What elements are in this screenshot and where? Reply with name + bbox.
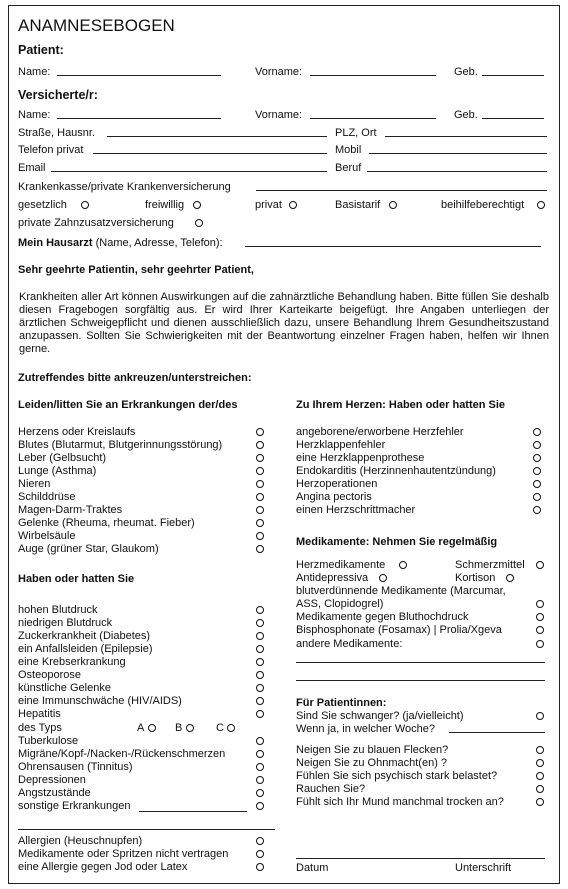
- patient-geb-label: Geb.: [454, 66, 478, 78]
- herz-item-radio[interactable]: [533, 506, 541, 514]
- haben2-item-radio[interactable]: [256, 789, 264, 797]
- kasse-label: Krankenkasse/private Krankenversicherung: [18, 181, 231, 193]
- kasse-field[interactable]: [256, 190, 547, 191]
- herz-item-radio[interactable]: [533, 428, 541, 436]
- allergie-item-label: Medikamente oder Spritzen nicht vertragen: [18, 848, 229, 860]
- leiden-item-radio[interactable]: [256, 428, 264, 436]
- haben2-item-label: sonstige Erkrankungen: [18, 800, 131, 812]
- leiden-item-label: Auge (grüner Star, Glaukom): [18, 543, 159, 555]
- opt-basistarif-label: Basistarif: [335, 199, 381, 211]
- leiden-item-label: Leber (Gelbsucht): [18, 452, 107, 464]
- beruf-field[interactable]: [367, 171, 547, 172]
- strasse-field[interactable]: [107, 136, 327, 137]
- anamnese-form: [8, 5, 560, 884]
- leiden-item-label: Nieren: [18, 478, 51, 490]
- leiden-item-label: Wirbelsäule: [18, 530, 76, 542]
- haben-item-radio[interactable]: [256, 645, 264, 653]
- opt-freiwillig-radio[interactable]: [193, 201, 201, 209]
- schmerz-radio[interactable]: [536, 561, 544, 569]
- patient-name-field[interactable]: [57, 75, 221, 76]
- haben2-item-radio[interactable]: [256, 802, 264, 810]
- plz-label: PLZ, Ort: [335, 127, 377, 139]
- herz-item-label: angeborene/erworbene Herzfehler: [296, 426, 464, 438]
- opt-gesetzlich-radio[interactable]: [81, 201, 89, 209]
- herz-item-radio[interactable]: [533, 493, 541, 501]
- strasse-label: Straße, Hausnr.: [18, 127, 96, 139]
- hausarzt-field[interactable]: [245, 246, 541, 247]
- haben2-item-label: Tuberkulose: [18, 735, 79, 747]
- fragen-item-radio[interactable]: [536, 798, 544, 806]
- bluthoch-label: Medikamente gegen Bluthochdruck: [296, 611, 469, 623]
- typ-b-radio[interactable]: [186, 724, 194, 732]
- vers-name-label: Name:: [18, 109, 51, 121]
- form-title: ANAMNESEBOGEN: [18, 16, 175, 35]
- herz-item-label: eine Herzklappenprothese: [296, 452, 425, 464]
- allergie-item-label: Allergien (Heuschnupfen): [18, 835, 143, 847]
- patient-name-label: Name:: [18, 66, 51, 78]
- herz-item-label: Endokarditis (Herzinnenhautentzündung): [296, 465, 496, 477]
- beruf-label: Beruf: [335, 162, 362, 174]
- herz-item-radio[interactable]: [533, 441, 541, 449]
- antidep-radio[interactable]: [379, 574, 387, 582]
- andere-radio[interactable]: [536, 640, 544, 648]
- haben2-item-radio[interactable]: [256, 763, 264, 771]
- q2-field[interactable]: [449, 732, 545, 733]
- bisphos-label: Bisphosphonate (Fosamax) | Prolia/Xgeva: [296, 624, 502, 636]
- fragen-item-label: Neigen Sie zu blauen Flecken?: [296, 744, 449, 756]
- hausarzt-label: Mein Hausarzt (Name, Adresse, Telefon):: [18, 237, 223, 249]
- zusatz-label: private Zahnzusatzversicherung: [18, 217, 174, 229]
- opt-freiwillig-label: freiwillig: [145, 199, 185, 211]
- herz-item-label: Herzoperationen: [296, 478, 378, 490]
- herz-heading: Zu Ihrem Herzen: Haben oder hatten Sie: [296, 399, 506, 411]
- vers-geb-field[interactable]: [482, 118, 544, 119]
- haben2-item-radio[interactable]: [256, 737, 264, 745]
- haben-item-radio[interactable]: [256, 606, 264, 614]
- haben-item-label: niedrigen Blutdruck: [18, 617, 113, 629]
- allergie-item-label: eine Allergie gegen Jod oder Latex: [18, 861, 188, 873]
- haben-item-label: hohen Blutdruck: [18, 604, 98, 616]
- haben-item-radio[interactable]: [256, 684, 264, 692]
- allergie-item-radio[interactable]: [256, 837, 264, 845]
- haben-item-radio[interactable]: [256, 671, 264, 679]
- telefon-label: Telefon privat: [18, 144, 84, 156]
- sonstige-extra-line[interactable]: [18, 829, 275, 830]
- leiden-item-label: Gelenke (Rheuma, rheumat. Fieber): [18, 517, 195, 529]
- bisphos-radio[interactable]: [536, 626, 544, 634]
- fragen-item-label: Neigen Sie zu Ohnmacht(en) ?: [296, 757, 448, 769]
- herzmed-label: Herzmedikamente: [296, 559, 386, 571]
- patient-geb-field[interactable]: [482, 75, 544, 76]
- haben-item-radio[interactable]: [256, 632, 264, 640]
- haben-item-label: Hepatitis: [18, 708, 61, 720]
- vers-name-field[interactable]: [57, 118, 221, 119]
- opt-beihilfe-label: beihilfeberechtigt: [441, 199, 525, 211]
- plz-field[interactable]: [385, 136, 547, 137]
- fragen-item-radio[interactable]: [536, 759, 544, 767]
- fragen-item-radio[interactable]: [536, 746, 544, 754]
- typ-c-radio[interactable]: [227, 724, 235, 732]
- vers-vorname-field[interactable]: [310, 118, 436, 119]
- typ-c-label: C: [216, 722, 224, 734]
- intro-text: Krankheiten aller Art können Auswirkungen auf die zahnärztliche Behandlung haben. Bitte füllen Sie deshalb diesen Fragebogen sorgfältig aus. Er wird Ihrer Karteikarte beigefügt. Ihre Angaben unterliegen der ärztlichen Schweigepflicht und dienen ausschließlich dazu, unsere Behandlung Ihrem Gesundheitszustand anzupassen. Sollten Sie Schwierigkeiten mit der Beantwortung einzelner Fragen haben, helfen wir Ihnen gerne.: [19, 291, 549, 355]
- leiden-heading: Leiden/litten Sie an Erkrankungen der/des: [18, 399, 238, 411]
- patient-vorname-label: Vorname:: [255, 66, 303, 78]
- opt-gesetzlich-label: gesetzlich: [18, 199, 67, 211]
- q2-label: Wenn ja, in welcher Woche?: [296, 723, 435, 735]
- q1-radio[interactable]: [536, 712, 544, 720]
- haben-item-label: eine Immunschwäche (HIV/AIDS): [18, 695, 182, 707]
- leiden-item-radio[interactable]: [256, 454, 264, 462]
- haben-item-radio[interactable]: [256, 658, 264, 666]
- vers-vorname-label: Vorname:: [255, 109, 303, 121]
- herz-item-label: einen Herzschrittmacher: [296, 504, 416, 516]
- herz-item-radio[interactable]: [533, 480, 541, 488]
- typ-a-radio[interactable]: [148, 724, 156, 732]
- leiden-item-radio[interactable]: [256, 493, 264, 501]
- andere-line-1[interactable]: [296, 662, 545, 663]
- haben-item-radio[interactable]: [256, 710, 264, 718]
- blut2-label: ASS, Clopidogrel): [296, 598, 384, 610]
- fragen-item-radio[interactable]: [536, 785, 544, 793]
- patient-heading: Patient:: [18, 43, 64, 57]
- kortison-label: Kortison: [455, 572, 496, 584]
- opt-privat-radio[interactable]: [289, 201, 297, 209]
- fragen-item-label: Fühlt sich Ihr Mund manchmal trocken an?: [296, 796, 504, 808]
- herzmed-radio[interactable]: [399, 561, 407, 569]
- leiden-item-radio[interactable]: [256, 441, 264, 449]
- herz-item-radio[interactable]: [533, 454, 541, 462]
- haben-item-radio[interactable]: [256, 619, 264, 627]
- herz-item-label: Angina pectoris: [296, 491, 372, 503]
- mobil-field[interactable]: [369, 153, 547, 154]
- haben2-item-radio[interactable]: [256, 750, 264, 758]
- opt-privat-label: privat: [255, 199, 282, 211]
- leiden-item-label: Lunge (Asthma): [18, 465, 97, 477]
- email-field[interactable]: [51, 171, 327, 172]
- fragen-item-label: Fühlen Sie sich psychisch stark belastet?: [296, 770, 498, 782]
- allergie-item-radio[interactable]: [256, 863, 264, 871]
- haben-heading: Haben oder hatten Sie: [18, 573, 135, 585]
- greeting: Sehr geehrte Patientin, sehr geehrter Patient,: [18, 264, 254, 276]
- fragen-item-radio[interactable]: [536, 772, 544, 780]
- haben-item-label: Osteoporose: [18, 669, 81, 681]
- fragen-item-label: Rauchen Sie?: [296, 783, 366, 795]
- leiden-item-label: Schilddrüse: [18, 491, 76, 503]
- herz-item-label: Herzklappenfehler: [296, 439, 386, 451]
- blut1-label: blutverdünnende Medikamente (Marcumar,: [296, 585, 506, 597]
- haben-item-radio[interactable]: [256, 697, 264, 705]
- signature-line[interactable]: [296, 858, 545, 859]
- leiden-item-radio[interactable]: [256, 519, 264, 527]
- schmerz-label: Schmerzmittel: [455, 559, 525, 571]
- instruction: Zutreffendes bitte ankreuzen/unterstreichen:: [18, 372, 252, 384]
- typ-label: des Typs: [18, 722, 62, 734]
- herz-item-radio[interactable]: [533, 467, 541, 475]
- email-label: Email: [18, 162, 46, 174]
- typ-b-label: B: [175, 722, 183, 734]
- zusatz-radio[interactable]: [195, 219, 203, 227]
- leiden-item-radio[interactable]: [256, 480, 264, 488]
- leiden-item-radio[interactable]: [256, 532, 264, 540]
- haben2-item-label: Ohrensausen (Tinnitus): [18, 761, 133, 773]
- haben-item-label: Zuckerkrankheit (Diabetes): [18, 630, 151, 642]
- typ-a-label: A: [137, 722, 145, 734]
- patient-vorname-field[interactable]: [310, 75, 436, 76]
- unterschrift-label: Unterschrift: [455, 862, 512, 874]
- opt-beihilfe-radio[interactable]: [537, 201, 545, 209]
- leiden-item-label: Magen-Darm-Traktes: [18, 504, 123, 516]
- allergie-item-radio[interactable]: [256, 850, 264, 858]
- patientinnen-heading: Für Patientinnen:: [296, 697, 387, 709]
- andere-label: andere Medikamente:: [296, 638, 403, 650]
- bluthoch-radio[interactable]: [536, 613, 544, 621]
- haben-item-label: ein Anfallsleiden (Epilepsie): [18, 643, 153, 655]
- telefon-field[interactable]: [93, 153, 327, 154]
- opt-basistarif-radio[interactable]: [389, 201, 397, 209]
- haben2-item-label: Depressionen: [18, 774, 86, 786]
- medikamente-heading: Medikamente: Nehmen Sie regelmäßig: [296, 536, 498, 548]
- haben-item-label: eine Krebserkrankung: [18, 656, 126, 668]
- leiden-item-label: Blutes (Blutarmut, Blutgerinnungsstörung): [18, 439, 223, 451]
- antidep-label: Antidepressiva: [296, 572, 369, 584]
- vers-geb-label: Geb.: [454, 109, 478, 121]
- datum-label: Datum: [296, 862, 329, 874]
- kortison-radio[interactable]: [506, 574, 514, 582]
- andere-line-2[interactable]: [296, 680, 545, 681]
- leiden-item-radio[interactable]: [256, 545, 264, 553]
- leiden-item-radio[interactable]: [256, 467, 264, 475]
- haben2-item-radio[interactable]: [256, 776, 264, 784]
- haben2-item-label: Angstzustände: [18, 787, 91, 799]
- sonstige-field[interactable]: [139, 811, 247, 812]
- haben2-item-label: Migräne/Kopf-/Nacken-/Rückenschmerzen: [18, 748, 226, 760]
- mobil-label: Mobil: [335, 144, 362, 156]
- haben-item-label: künstliche Gelenke: [18, 682, 111, 694]
- blut-radio[interactable]: [536, 600, 544, 608]
- leiden-item-label: Herzens oder Kreislaufs: [18, 426, 136, 438]
- versicherte-heading: Versicherte/r:: [18, 88, 98, 102]
- q1-label: Sind Sie schwanger? (ja/vielleicht): [296, 710, 464, 722]
- leiden-item-radio[interactable]: [256, 506, 264, 514]
